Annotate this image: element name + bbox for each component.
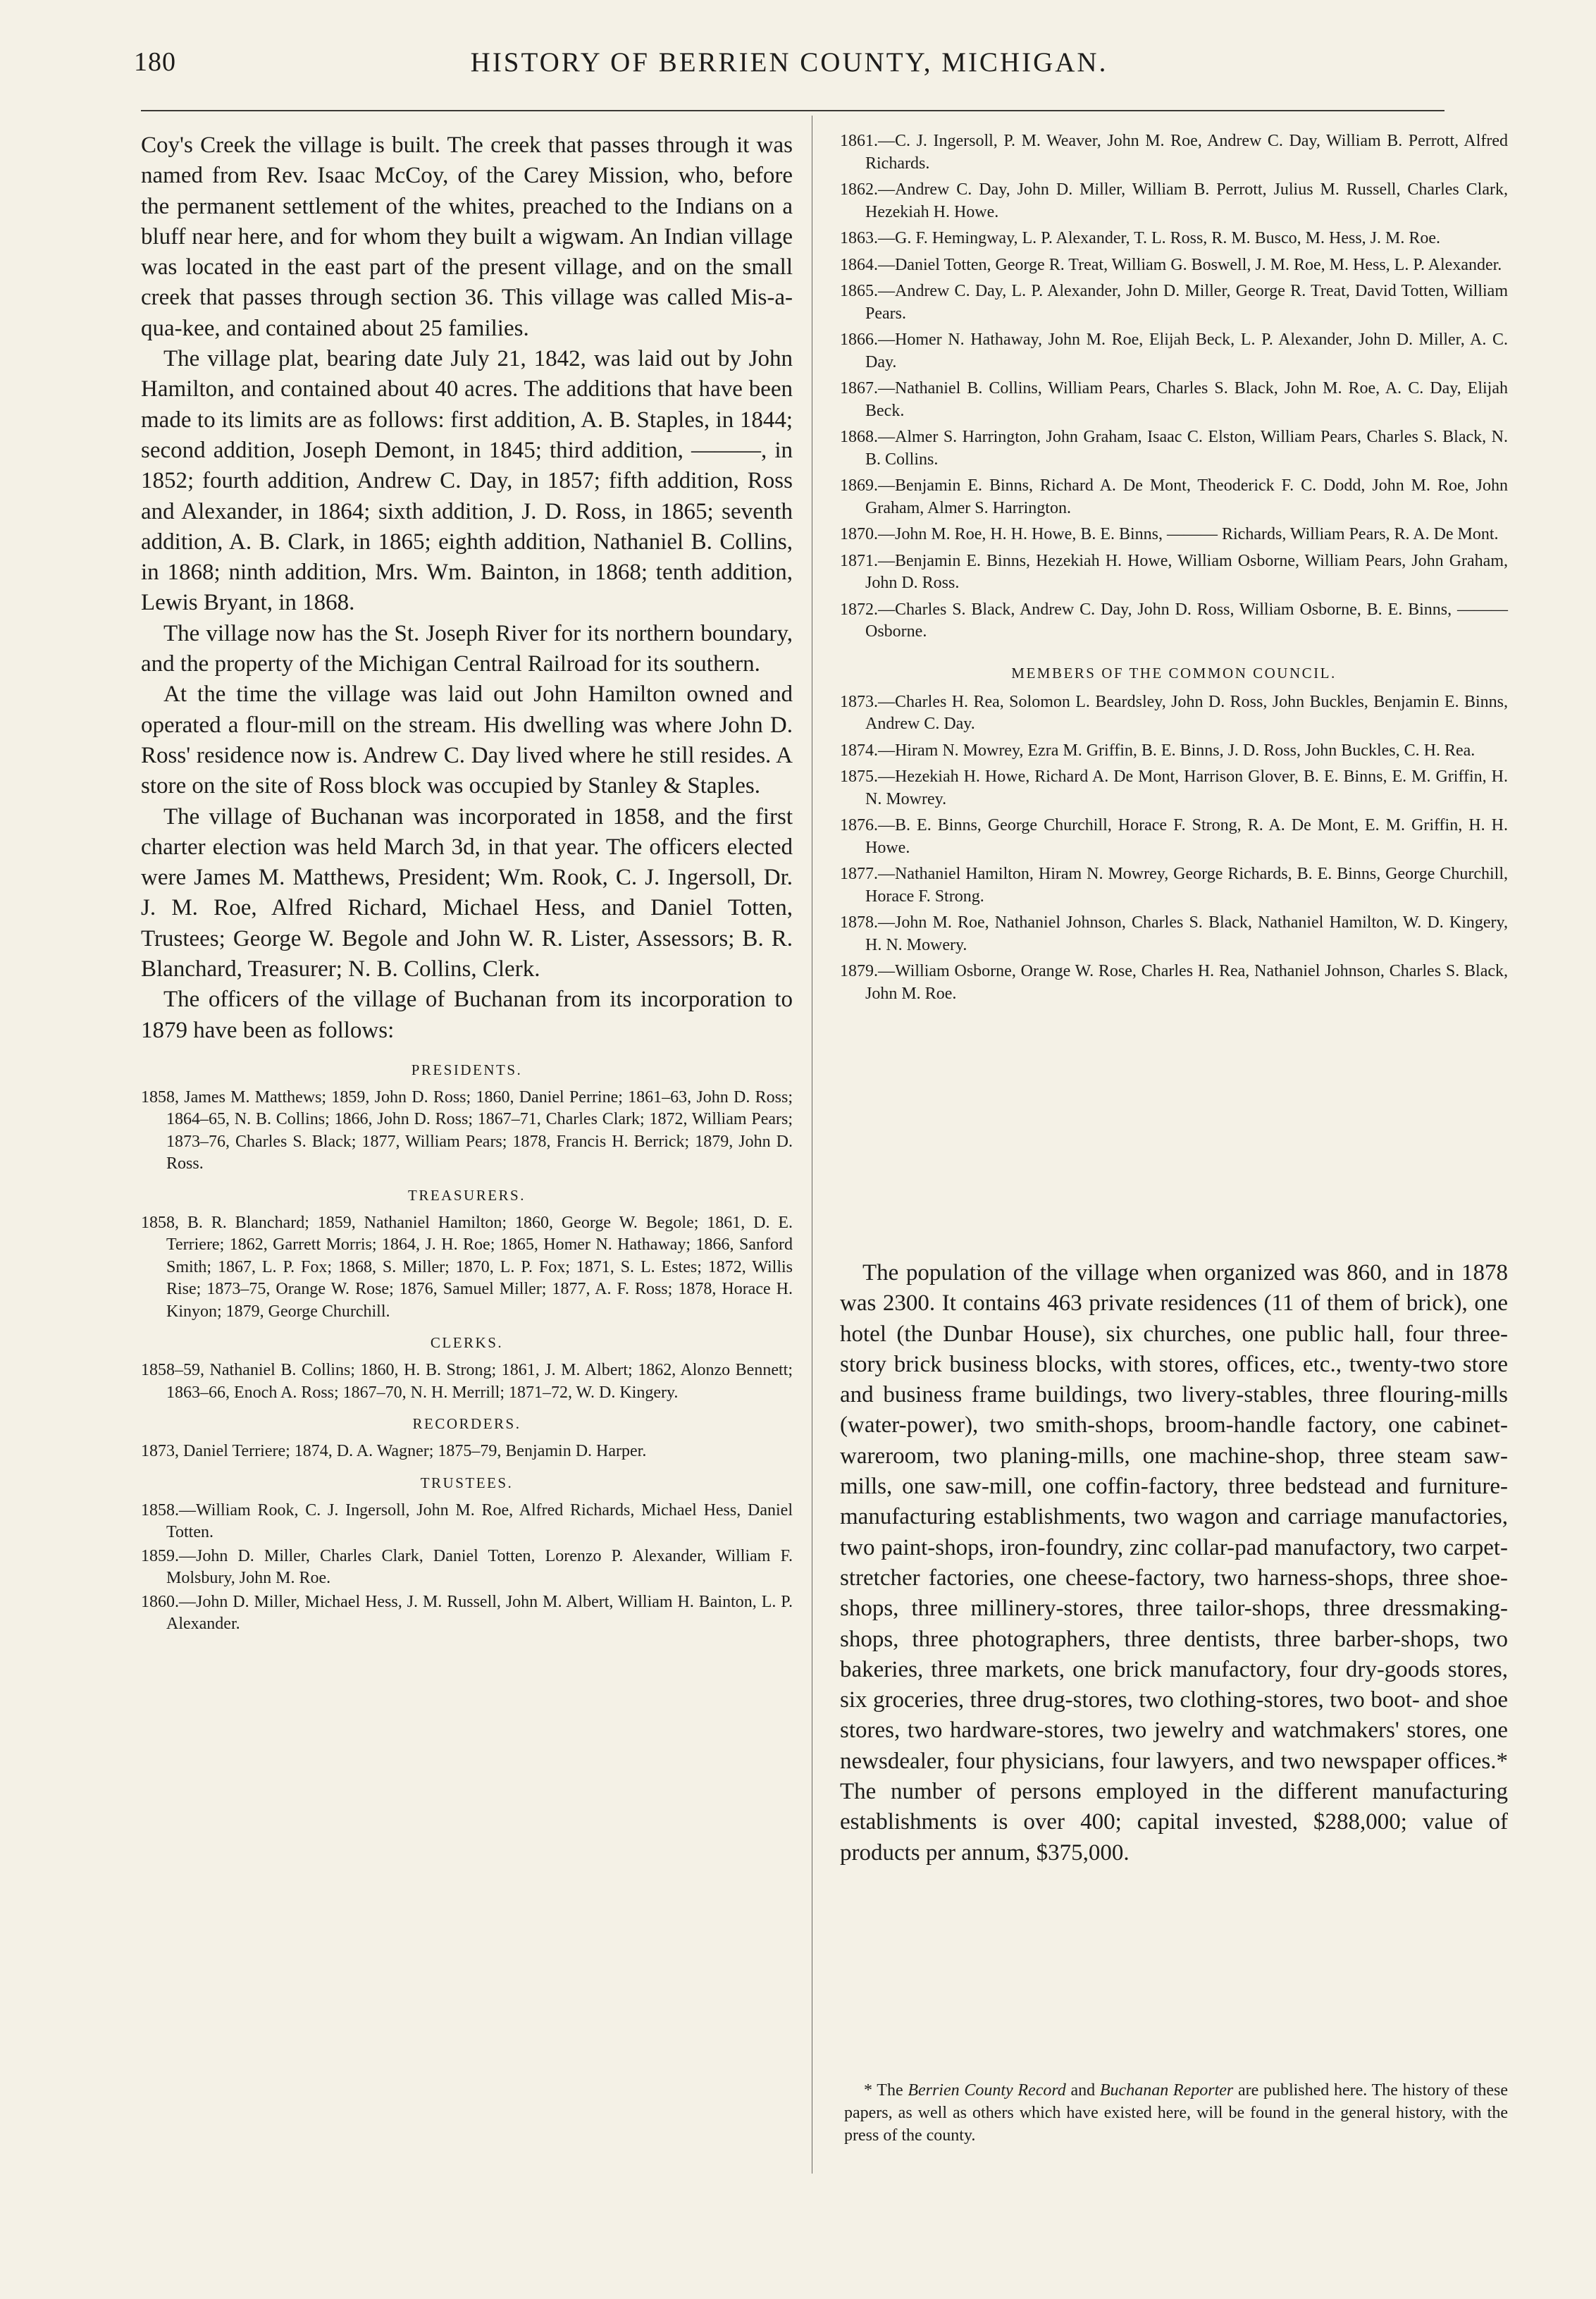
recorders-entry: 1873, Daniel Terriere; 1874, D. A. Wagner; 1875–79, Benjamin D. Harper. (141, 1442, 647, 1461)
page-number: 180 (134, 47, 176, 77)
section-heading-treasurers: TREASURERS. (408, 1186, 526, 1204)
trustees-entry-1858: 1858.—William Rook, C. J. Ingersoll, John M. Roe, Alfred Richards, Michael Hess, Daniel Totten. (141, 1500, 793, 1542)
footnote-suffix: are published here. The history of these papers, as well as others which have existed here, will be found in the general history, with the press of the county. (844, 2081, 1509, 2145)
council-entry-1877: 1877.—Nathaniel Hamilton, Hiram N. Mowrey, George Richards, B. E. Binns, George Churchill, Horace F. Strong. (840, 865, 1508, 906)
paragraph-officers-intro: The officers of the village of Buchanan from its incorporation to 1879 have been as follows: (141, 987, 793, 1043)
trustees-entry-1866: 1866.—Homer N. Hathaway, John M. Roe, Elijah Beck, L. P. Alexander, John D. Miller, A. C. Day. (840, 331, 1508, 371)
section-heading-recorders: RECORDERS. (412, 1415, 521, 1433)
trustees-entry-1868: 1868.—Almer S. Harrington, John Graham, Isaac C. Elston, William Pears, Charles S. Black, N. B. Collins. (840, 428, 1508, 469)
council-entry-1879: 1879.—William Osborne, Orange W. Rose, Charles H. Rea, Nathaniel Johnson, Charles S. Black, John M. Roe. (840, 962, 1508, 1003)
trustees-entry-1870: 1870.—John M. Roe, H. H. Howe, B. E. Binns, ——— Richards, William Pears, R. A. De Mont. (840, 525, 1499, 543)
section-heading-trustees: TRUSTEES. (420, 1474, 514, 1491)
clerks-entry: 1858–59, Nathaniel B. Collins; 1860, H. B. Strong; 1861, J. M. Albert; 1862, Alonzo Bennett; 1863–66, Enoch A. Ross; 1867–70, N. H. Merrill; 1871–72, W. D. Kingery. (141, 1361, 793, 1402)
footnote-mid: and (1065, 2081, 1100, 2100)
footnote (844, 2079, 1508, 2147)
left-body-text (141, 130, 793, 1046)
trustees-entry-1860: 1860.—John D. Miller, Michael Hess, J. M. Russell, John M. Albert, William H. Bainton, L. P. Alexander. (141, 1592, 793, 1634)
trustees-entry-1862: 1862.—Andrew C. Day, John D. Miller, William B. Perrott, Julius M. Russell, Charles Clark, Hezekiah H. Howe. (840, 180, 1508, 221)
paragraph-incorporation: The village of Buchanan was incorporated in 1858, and the first charter election was held March 3d, in that year. The officers elected were James M. Matthews, President; Wm. Rook, C. J. Ingersoll, Dr. J. M. Roe, Alfred Richard, Michael Hess, and Daniel Totten, Trustees; George W. Begole and John W. R. Lister, Assessors; B. R. Blanchard, Treasurer; N. B. Collins, Clerk. (141, 803, 793, 982)
trustees-entry-1864: 1864.—Daniel Totten, George R. Treat, William G. Boswell, J. M. Roe, M. Hess, L. P. Alexander. (840, 255, 1502, 274)
footnote-prefix: * The (864, 2081, 908, 2100)
trustees-entry-1863: 1863.—G. F. Hemingway, L. P. Alexander, T. L. Ross, R. M. Busco, M. Hess, J. M. Roe. (840, 229, 1440, 247)
running-head (134, 47, 1445, 89)
population-section (840, 1258, 1508, 1868)
footnote-paper-reporter: Buchanan Reporter (1099, 2081, 1234, 2100)
trustees-entry-1871: 1871.—Benjamin E. Binns, Hezekiah H. Howe, William Osborne, William Pears, John Graham, John D. Ross. (840, 551, 1508, 592)
trustees-entry-1859: 1859.—John D. Miller, Charles Clark, Daniel Totten, Lorenzo P. Alexander, William F. Molsbury, John M. Roe. (141, 1546, 793, 1588)
trustees-entry-1872: 1872.—Charles S. Black, Andrew C. Day, John D. Ross, William Osborne, B. E. Binns, ——— Osborne. (840, 600, 1508, 641)
council-entry-1876: 1876.—B. E. Binns, George Churchill, Horace F. Strong, R. A. De Mont, E. M. Griffin, H. H. Howe. (840, 816, 1508, 857)
header-rule (141, 110, 1445, 111)
right-column-lists (840, 130, 1508, 1009)
presidents-entry: 1858, James M. Matthews; 1859, John D. Ross; 1860, Daniel Perrine; 1861–63, John D. Ross; 1864–65, N. B. Collins; 1866, John D. Ross; 1867–71, Charles Clark; 1872, William Pears; 1873–76, Charles S. Black; 1877, William Pears; 1878, Francis H. Berrick; 1879, John D. Ross. (141, 1087, 793, 1173)
council-entry-1874: 1874.—Hiram N. Mowrey, Ezra M. Griffin, B. E. Binns, J. D. Ross, John Buckles, C. H. Rea. (840, 741, 1476, 760)
council-entry-1873: 1873.—Charles H. Rea, Solomon L. Beardsley, John D. Ross, John Buckles, Benjamin E. Binns, Andrew C. Day. (840, 692, 1508, 733)
council-entry-1878: 1878.—John M. Roe, Nathaniel Johnson, Charles S. Black, Nathaniel Hamilton, W. D. Kingery, H. N. Mowery. (840, 913, 1508, 954)
paragraph-population: The population of the village when organized was 860, and in 1878 was 2300. It contains 463 private residences (11 of them of brick), one hotel (the Dunbar House), six churches, one public hall, four three-story brick business blocks, with stores, offices, etc., twenty-two store and business frame buildings, two livery-stables, three flouring-mills (water-power), two smith-shops, broom-handle factory, one cabinet-wareroom, two planing-mills, one machine-shop, three steam saw-mills, one saw-mill, one coffin-factory, three bedstead and furniture-manufacturing establishments, two wagon and carriage manufactories, two paint-shops, iron-foundry, zinc collar-pad manufactory, two carpet-stretcher factories, one cheese-factory, two harness-shops, three shoe-shops, three millinery-stores, three tailor-shops, three dressmaking-shops, three photographers, three dentists, three barber-shops, two bakeries, three markets, one brick manufactory, four dry-goods stores, six groceries, three drug-stores, two clothing-stores, two boot- and shoe stores, two hardware-stores, two jewelry and watchmakers' stores, one newsdealer, four physicians, four lawyers, and two newspaper offices.* The number of persons employed in the different manufacturing establishments is over 400; capital invested, $288,000; value of products per annum, $375,000. (840, 1260, 1508, 1866)
trustees-entry-1865: 1865.—Andrew C. Day, L. P. Alexander, John D. Miller, George R. Treat, David Totten, William Pears. (840, 282, 1508, 323)
footnote-paper-record: Berrien County Record (908, 2081, 1066, 2100)
page-title: HISTORY OF BERRIEN COUNTY, MICHIGAN. (470, 47, 1108, 78)
officer-lists (141, 1056, 793, 1636)
section-heading-common-council: MEMBERS OF THE COMMON COUNCIL. (1011, 664, 1337, 682)
trustees-entry-1867: 1867.—Nathaniel B. Collins, William Pears, Charles S. Black, John M. Roe, A. C. Day, Elijah Beck. (840, 379, 1508, 420)
council-entry-1875: 1875.—Hezekiah H. Howe, Richard A. De Mont, Harrison Glover, B. E. Binns, E. M. Griffin, H. N. Mowrey. (840, 768, 1508, 808)
paragraph-village-plat: The village plat, bearing date July 21, 1842, was laid out by John Hamilton, and contained about 40 acres. The additions that have been made to its limits are as follows: first addition, A. B. Staples, in 1844; second addition, Joseph Demont, in 1845; third addition, ———, in 1852; fourth addition, Andrew C. Day, in 1857; fifth addition, Ross and Alexander, in 1864; sixth addition, J. D. Ross, in 1865; seventh addition, A. B. Clark, in 1865; eighth addition, Nathaniel B. Collins, in 1868; ninth addition, Mrs. Wm. Bainton, in 1868; tenth addition, Lewis Bryant, in 1868. (141, 346, 793, 616)
footnote-text (844, 2079, 1508, 2147)
paragraph-coys-creek: Coy's Creek the village is built. The creek that passes through it was named from Rev. Isaac McCoy, of the Carey Mission, who, before the permanent settlement of the whites, preached to the Indians on a bluff near here, and for whom they built a wigwam. An Indian village was located in the east part of the present village, and on the small creek that passes through section 36. This village was called Mis-a-qua-kee, and contained about 25 families. (141, 132, 793, 341)
trustees-entry-1869: 1869.—Benjamin E. Binns, Richard A. De Mont, Theoderick F. C. Dodd, John M. Roe, John Graham, Almer S. Harrington. (840, 476, 1508, 517)
trustees-entry-1861: 1861.—C. J. Ingersoll, P. M. Weaver, John M. Roe, Andrew C. Day, William B. Perrott, Alfred Richards. (840, 132, 1508, 173)
paragraph-boundaries: The village now has the St. Joseph River for its northern boundary, and the property of the Michigan Central Railroad for its southern. (141, 620, 793, 677)
section-heading-clerks: CLERKS. (430, 1334, 504, 1352)
treasurers-entry: 1858, B. R. Blanchard; 1859, Nathaniel Hamilton; 1860, George W. Begole; 1861, D. E. Terriere; 1862, Garrett Morris; 1864, J. H. Roe; 1865, Homer N. Hathaway; 1866, Sanford Smith; 1867, L. P. Fox; 1868, S. Miller; 1870, L. P. Fox; 1871, S. L. Estes; 1872, Willis Rise; 1873–75, Orange W. Rose; 1876, Samuel Miller; 1877, A. F. Ross; 1878, Horace H. Kinyon; 1879, George Churchill. (141, 1213, 793, 1321)
paragraph-flour-mill: At the time the village was laid out John Hamilton owned and operated a flour-mill on the stream. His dwelling was where John D. Ross' residence now is. Andrew C. Day lived where he still resides. A store on the site of Ross block was occupied by Stanley & Staples. (141, 682, 793, 799)
left-column (141, 130, 793, 1637)
section-heading-presidents: PRESIDENTS. (411, 1061, 523, 1078)
